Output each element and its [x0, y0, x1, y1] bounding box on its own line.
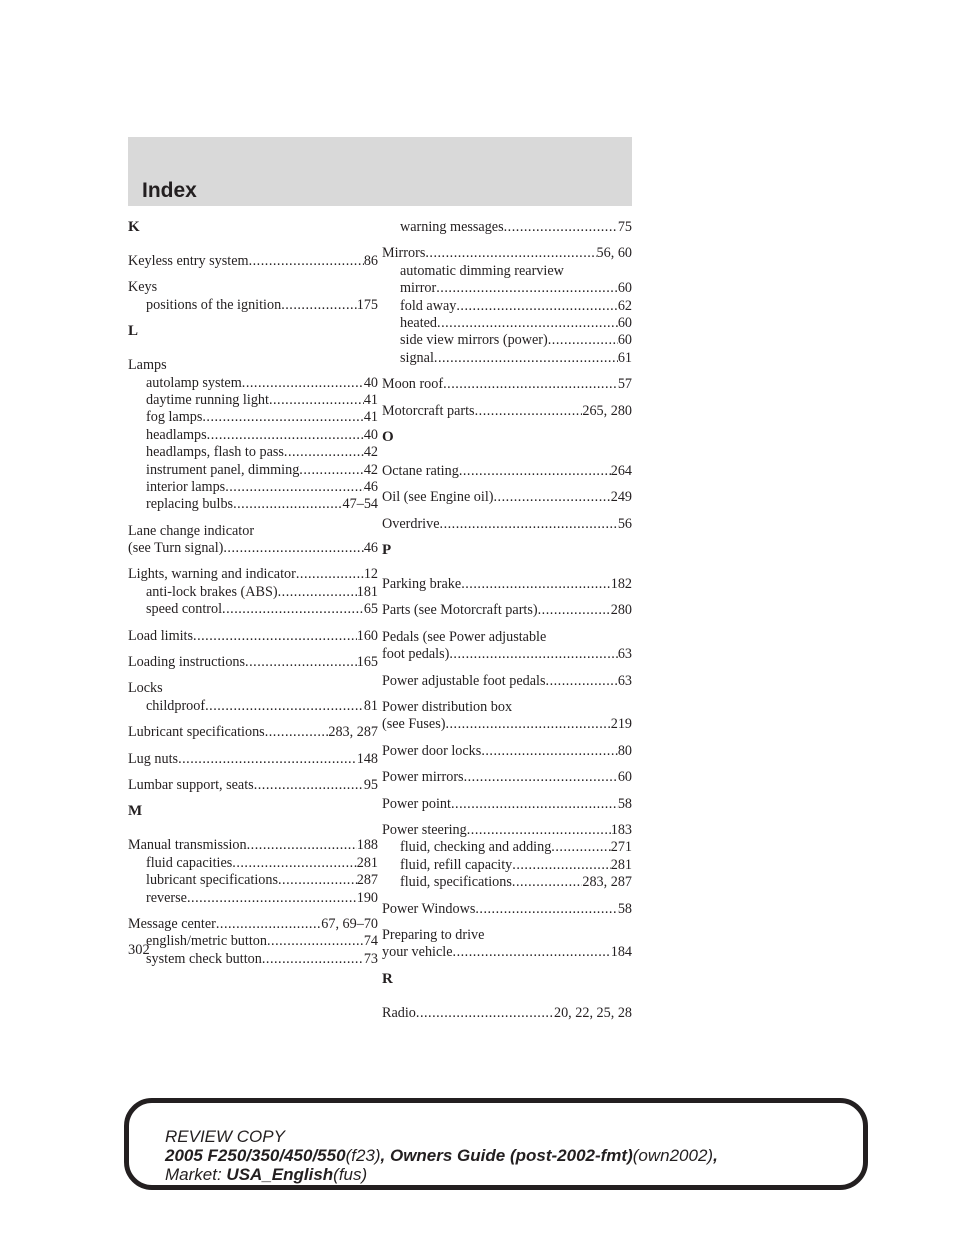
- leader-dots: [249, 253, 364, 270]
- index-entry: [382, 489, 632, 506]
- leader-dots: [232, 855, 356, 872]
- market-line: [165, 1165, 718, 1184]
- entry-term: headlamps, flash to pass: [146, 444, 284, 461]
- index-subentry: [128, 872, 378, 889]
- document-info-line: [165, 1146, 718, 1165]
- entry-term: Keyless entry system: [128, 253, 249, 269]
- review-copy-text: [165, 1127, 718, 1184]
- review-copy-label: REVIEW COPY: [165, 1127, 285, 1146]
- index-entry-line: [128, 253, 378, 270]
- entry-term: Parts (see Motorcraft parts): [382, 602, 538, 619]
- leader-dots: [225, 479, 364, 496]
- index-entry-line: [382, 944, 632, 961]
- entry-page-reference: 63: [617, 672, 632, 689]
- index-entry: [382, 822, 632, 892]
- entry-term: Power door locks: [382, 742, 482, 759]
- index-subentry: [128, 496, 378, 513]
- leader-dots: [262, 951, 364, 968]
- entry-term: Parking brake: [382, 576, 462, 593]
- entry-term: Power adjustable foot pedals: [382, 672, 546, 689]
- index-entry-line: [382, 743, 632, 760]
- index-entry: [128, 523, 378, 558]
- entry-page-reference: 264: [610, 462, 632, 479]
- section-title: Index: [142, 179, 197, 202]
- leader-dots: [512, 874, 582, 891]
- entry-page-reference: 42: [363, 461, 378, 478]
- index-letter-heading: K: [128, 219, 140, 235]
- entry-term: fog lamps: [146, 409, 203, 426]
- entry-page-reference: 160: [356, 627, 378, 644]
- entry-page-reference: 57: [617, 376, 632, 393]
- entry-page-reference: 271: [610, 839, 632, 856]
- index-entry: [128, 751, 378, 768]
- market-code: (fus): [333, 1165, 368, 1184]
- index-subentry: [382, 280, 632, 297]
- entry-term: daytime running light: [146, 391, 269, 408]
- leader-dots: [436, 280, 618, 297]
- leader-dots: [202, 409, 363, 426]
- index-entry-line: [382, 646, 632, 663]
- index-entry: [128, 680, 378, 715]
- index-subentry: [128, 444, 378, 461]
- guide-name: , Owners Guide (post-2002-fmt): [380, 1146, 633, 1165]
- leader-dots: [512, 857, 610, 874]
- index-letter-heading: O: [382, 428, 394, 445]
- entry-term: system check button: [146, 950, 262, 967]
- leader-dots: [233, 496, 342, 513]
- entry-page-reference: 81: [363, 697, 378, 714]
- entry-page-reference: 283, 287: [582, 874, 632, 891]
- entry-page-reference: 40: [363, 426, 378, 443]
- index-entry: [382, 403, 632, 420]
- entry-term: foot pedals): [382, 646, 450, 663]
- index-subentry: [128, 392, 378, 409]
- index-entry: [382, 901, 632, 918]
- index-entry-line: [128, 751, 378, 768]
- index-entry: [382, 516, 632, 533]
- index-entry-line: [382, 673, 632, 690]
- entry-page-reference: 182: [610, 576, 632, 593]
- leader-dots: [193, 628, 357, 645]
- entry-page-reference: 58: [617, 795, 632, 812]
- entry-term: headlamps: [146, 426, 207, 443]
- section-header: [128, 137, 632, 206]
- entry-page-reference: 148: [356, 750, 378, 767]
- index-subentry: [382, 839, 632, 856]
- entry-term: speed control: [146, 601, 223, 618]
- leader-dots: [459, 463, 611, 480]
- entry-page-reference: 60: [617, 769, 632, 786]
- index-entry-line: [128, 837, 378, 854]
- leader-dots: [278, 872, 357, 889]
- leader-dots: [247, 837, 357, 854]
- leader-dots: [481, 743, 618, 760]
- index-entry-line: [382, 576, 632, 593]
- leader-dots: [475, 403, 583, 420]
- index-entry-line: [382, 376, 632, 393]
- leader-dots: [178, 751, 357, 768]
- index-entry: [382, 743, 632, 760]
- leader-dots: [284, 444, 364, 461]
- leader-dots: [425, 245, 596, 262]
- index-entry-line: [382, 403, 632, 420]
- index-entry: [382, 673, 632, 690]
- entry-term: Power distribution box: [382, 699, 513, 716]
- entry-page-reference: 65: [363, 601, 378, 618]
- index-entry: [382, 219, 632, 236]
- index-subentry: [128, 951, 378, 968]
- entry-page-reference: 63: [617, 646, 632, 663]
- entry-page-reference: 60: [617, 314, 632, 331]
- leader-dots: [464, 769, 618, 786]
- entry-page-reference: 47–54: [342, 496, 378, 513]
- index-subentry: [128, 601, 378, 618]
- entry-term: your vehicle: [382, 944, 453, 961]
- entry-page-reference: 190: [356, 889, 378, 906]
- leader-dots: [551, 839, 610, 856]
- index-subentry: [382, 219, 632, 236]
- index-entry: [128, 628, 378, 645]
- index-entry-line: [128, 279, 378, 296]
- leader-dots: [216, 916, 321, 933]
- leader-dots: [223, 540, 363, 557]
- leader-dots: [437, 315, 618, 332]
- entry-term: anti-lock brakes (ABS): [146, 583, 278, 600]
- index-subentry: [128, 479, 378, 496]
- entry-page-reference: 20, 22, 25, 28: [553, 1004, 632, 1021]
- index-entry: [128, 837, 378, 907]
- entry-term: mirror: [400, 280, 437, 297]
- entry-page-reference: 75: [617, 219, 632, 235]
- leader-dots: [467, 822, 611, 839]
- market-label: Market:: [165, 1165, 222, 1184]
- entry-term: Power point: [382, 795, 451, 812]
- page-number: 302: [128, 942, 150, 958]
- leader-dots: [548, 332, 618, 349]
- index-entry: [382, 1005, 632, 1022]
- index-entry: [128, 916, 378, 968]
- entry-term: Mirrors: [382, 245, 426, 262]
- index-entry-line: [382, 516, 632, 533]
- entry-term: Lane change indicator: [128, 522, 255, 539]
- leader-dots: [265, 724, 329, 741]
- leader-dots: [187, 890, 357, 907]
- index-subentry: [128, 375, 378, 392]
- entry-term: positions of the ignition: [146, 296, 282, 313]
- entry-term: fold away: [400, 297, 457, 314]
- spacer: [128, 340, 378, 357]
- entry-term: signal: [400, 349, 434, 366]
- index-column-right: [382, 219, 632, 1031]
- index-entry-line: [382, 822, 632, 839]
- spacer: [382, 559, 632, 576]
- entry-term: Loading instructions: [128, 654, 246, 671]
- index-subentry: [382, 857, 632, 874]
- leader-dots: [281, 297, 357, 314]
- leader-dots: [504, 219, 618, 236]
- index-entry-line: [382, 927, 632, 944]
- leader-dots: [456, 298, 617, 315]
- index-subentry: [128, 409, 378, 426]
- model-name: 2005 F250/350/450/550: [165, 1146, 346, 1165]
- entry-term: Radio: [382, 1004, 416, 1021]
- entry-page-reference: 95: [363, 776, 378, 793]
- index-entry-line: [128, 916, 378, 933]
- leader-dots: [475, 901, 617, 918]
- entry-page-reference: 67, 69–70: [321, 915, 378, 932]
- index-subentry: [382, 315, 632, 332]
- index-entry-line: [128, 523, 378, 540]
- index-entry-line: [382, 463, 632, 480]
- entry-term: Manual transmission: [128, 837, 247, 854]
- index-entry: [382, 927, 632, 962]
- leader-dots: [546, 673, 618, 690]
- index-entry-line: [128, 654, 378, 671]
- spacer: [382, 446, 632, 463]
- entry-term: reverse: [146, 889, 187, 906]
- leader-dots: [440, 516, 618, 533]
- entry-term: heated: [400, 314, 438, 331]
- leader-dots: [299, 462, 364, 479]
- index-entry: [128, 566, 378, 618]
- entry-page-reference: 62: [617, 297, 632, 314]
- index-subentry: [382, 263, 632, 280]
- spacer: [128, 236, 378, 253]
- entry-term: (see Turn signal): [128, 540, 224, 557]
- leader-dots: [296, 566, 364, 583]
- entry-page-reference: 41: [363, 409, 378, 426]
- index-entry: [382, 699, 632, 734]
- entry-page-reference: 58: [617, 900, 632, 917]
- index-entry-line: [382, 602, 632, 619]
- leader-dots: [269, 392, 364, 409]
- index-entry-line: [128, 357, 378, 374]
- entry-page-reference: 283, 287: [328, 724, 378, 741]
- index-subentry: [382, 298, 632, 315]
- leader-dots: [494, 489, 611, 506]
- entry-page-reference: 42: [363, 444, 378, 461]
- entry-term: side view mirrors (power): [400, 332, 548, 349]
- entry-term: automatic dimming rearview: [400, 262, 564, 279]
- entry-term: Power Windows: [382, 900, 476, 917]
- entry-page-reference: 265, 280: [582, 402, 632, 419]
- entry-term: fluid, specifications: [400, 874, 512, 891]
- index-subentry: [128, 427, 378, 444]
- entry-term: childproof: [146, 697, 206, 714]
- index-entry-line: [382, 796, 632, 813]
- entry-term: Power mirrors: [382, 769, 464, 786]
- entry-page-reference: 188: [356, 837, 378, 854]
- entry-page-reference: 165: [356, 654, 378, 671]
- entry-term: Lumbar support, seats: [128, 776, 254, 793]
- leader-dots: [245, 654, 357, 671]
- index-subentry: [128, 933, 378, 950]
- leader-dots: [207, 427, 364, 444]
- entry-page-reference: 281: [610, 856, 632, 873]
- index-entry: [128, 777, 378, 794]
- index-subentry: [128, 462, 378, 479]
- index-letter-heading: M: [128, 803, 143, 820]
- index-entry: [382, 769, 632, 786]
- entry-term: Preparing to drive: [382, 926, 485, 943]
- leader-dots: [434, 350, 618, 367]
- index-subentry: [128, 584, 378, 601]
- entry-page-reference: 175: [356, 296, 378, 313]
- entry-term: interior lamps: [146, 478, 226, 495]
- review-copy-line: [165, 1127, 718, 1146]
- entry-page-reference: 249: [610, 489, 632, 506]
- leader-dots: [267, 933, 364, 950]
- leader-dots: [461, 576, 611, 593]
- entry-page-reference: 74: [363, 933, 378, 950]
- entry-term: Lug nuts: [128, 750, 179, 767]
- index-entry-line: [128, 724, 378, 741]
- entry-term: autolamp system: [146, 374, 242, 391]
- leader-dots: [205, 698, 364, 715]
- index-entry: [128, 654, 378, 671]
- index-entry: [382, 796, 632, 813]
- index-letter-heading: L: [128, 323, 139, 340]
- index-entry: [382, 576, 632, 593]
- leader-dots: [445, 716, 610, 733]
- index-entry-line: [382, 769, 632, 786]
- entry-term: Oil (see Engine oil): [382, 489, 494, 506]
- index-entry: [382, 245, 632, 367]
- index-subentry: [128, 297, 378, 314]
- index-entry: [382, 376, 632, 393]
- entry-term: Lubricant specifications: [128, 724, 265, 741]
- entry-page-reference: 219: [610, 716, 632, 733]
- index-entry: [128, 279, 378, 314]
- index-entry-line: [128, 628, 378, 645]
- leader-dots: [538, 602, 611, 619]
- index-entry: [128, 357, 378, 514]
- index-entry-line: [382, 901, 632, 918]
- entry-term: Pedals (see Power adjustable: [382, 628, 547, 645]
- index-entry-line: [128, 540, 378, 557]
- entry-page-reference: 41: [363, 391, 378, 408]
- index-entry-line: [382, 489, 632, 506]
- index-subentry: [128, 855, 378, 872]
- index-entry: [128, 253, 378, 270]
- leader-dots: [254, 777, 364, 794]
- entry-term: Power steering: [382, 821, 467, 838]
- entry-term: instrument panel, dimming: [146, 461, 300, 478]
- guide-code: (own2002): [632, 1146, 714, 1165]
- entry-term: Lamps: [128, 357, 167, 374]
- entry-page-reference: 181: [356, 583, 378, 600]
- index-letter-heading: P: [382, 542, 392, 559]
- entry-page-reference: 281: [356, 854, 378, 871]
- index-entry: [128, 724, 378, 741]
- entry-term: fluid, refill capacity: [400, 856, 513, 873]
- index-entry: [382, 629, 632, 664]
- entry-term: fluid, checking and adding: [400, 839, 552, 856]
- entry-page-reference: 56: [617, 515, 632, 532]
- index-subentry: [382, 332, 632, 349]
- entry-term: replacing bulbs: [146, 496, 234, 513]
- entry-page-reference: 86: [363, 253, 378, 269]
- leader-dots: [242, 375, 364, 392]
- entry-term: Lights, warning and indicator: [128, 566, 296, 583]
- entry-term: Locks: [128, 680, 163, 697]
- entry-page-reference: 280: [610, 602, 632, 619]
- index-entry-line: [128, 680, 378, 697]
- entry-page-reference: 80: [617, 742, 632, 759]
- index-subentry: [382, 874, 632, 891]
- index-entry-line: [128, 777, 378, 794]
- leader-dots: [449, 646, 617, 663]
- index-entry-line: [382, 629, 632, 646]
- leader-dots: [278, 584, 357, 601]
- entry-term: fluid capacities: [146, 854, 233, 871]
- index-subentry: [128, 698, 378, 715]
- index-entry-line: [128, 566, 378, 583]
- market-value: USA_English: [226, 1165, 334, 1184]
- index-subentry: [128, 890, 378, 907]
- entry-term: Load limits: [128, 627, 194, 644]
- leader-dots: [453, 944, 611, 961]
- entry-term: Motorcraft parts: [382, 402, 475, 419]
- index-entry: [382, 463, 632, 480]
- entry-page-reference: 73: [363, 950, 378, 967]
- entry-page-reference: 56, 60: [596, 245, 632, 262]
- separator: ,: [713, 1146, 718, 1165]
- entry-term: Overdrive: [382, 515, 440, 532]
- entry-page-reference: 46: [363, 540, 378, 557]
- entry-term: Moon roof: [382, 376, 444, 393]
- index-entry: [382, 602, 632, 619]
- index-subentry: [382, 350, 632, 367]
- index-column-left: [128, 219, 378, 977]
- entry-term: (see Fuses): [382, 716, 446, 733]
- index-letter-heading: R: [382, 970, 393, 987]
- spacer: [382, 988, 632, 1005]
- spacer: [128, 820, 378, 837]
- entry-term: Keys: [128, 279, 158, 296]
- entry-term: lubricant specifications: [146, 872, 278, 889]
- entry-page-reference: 60: [617, 280, 632, 297]
- entry-page-reference: 184: [610, 944, 632, 961]
- leader-dots: [416, 1005, 554, 1022]
- entry-page-reference: 183: [610, 821, 632, 838]
- leader-dots: [443, 376, 618, 393]
- leader-dots: [222, 601, 364, 618]
- entry-page-reference: 40: [363, 374, 378, 391]
- entry-term: english/metric button: [146, 933, 267, 950]
- entry-term: Octane rating: [382, 462, 459, 479]
- leader-dots: [451, 796, 618, 813]
- entry-page-reference: 12: [363, 566, 378, 583]
- entry-page-reference: 60: [617, 332, 632, 349]
- entry-term: warning messages: [400, 219, 504, 235]
- index-entry-line: [382, 716, 632, 733]
- index-entry-line: [382, 699, 632, 716]
- entry-page-reference: 287: [356, 872, 378, 889]
- index-entry-line: [382, 1005, 632, 1022]
- entry-term: Message center: [128, 915, 216, 932]
- entry-page-reference: 61: [617, 349, 632, 366]
- entry-page-reference: 46: [363, 478, 378, 495]
- index-entry-line: [382, 245, 632, 262]
- model-code: (f23): [345, 1146, 381, 1165]
